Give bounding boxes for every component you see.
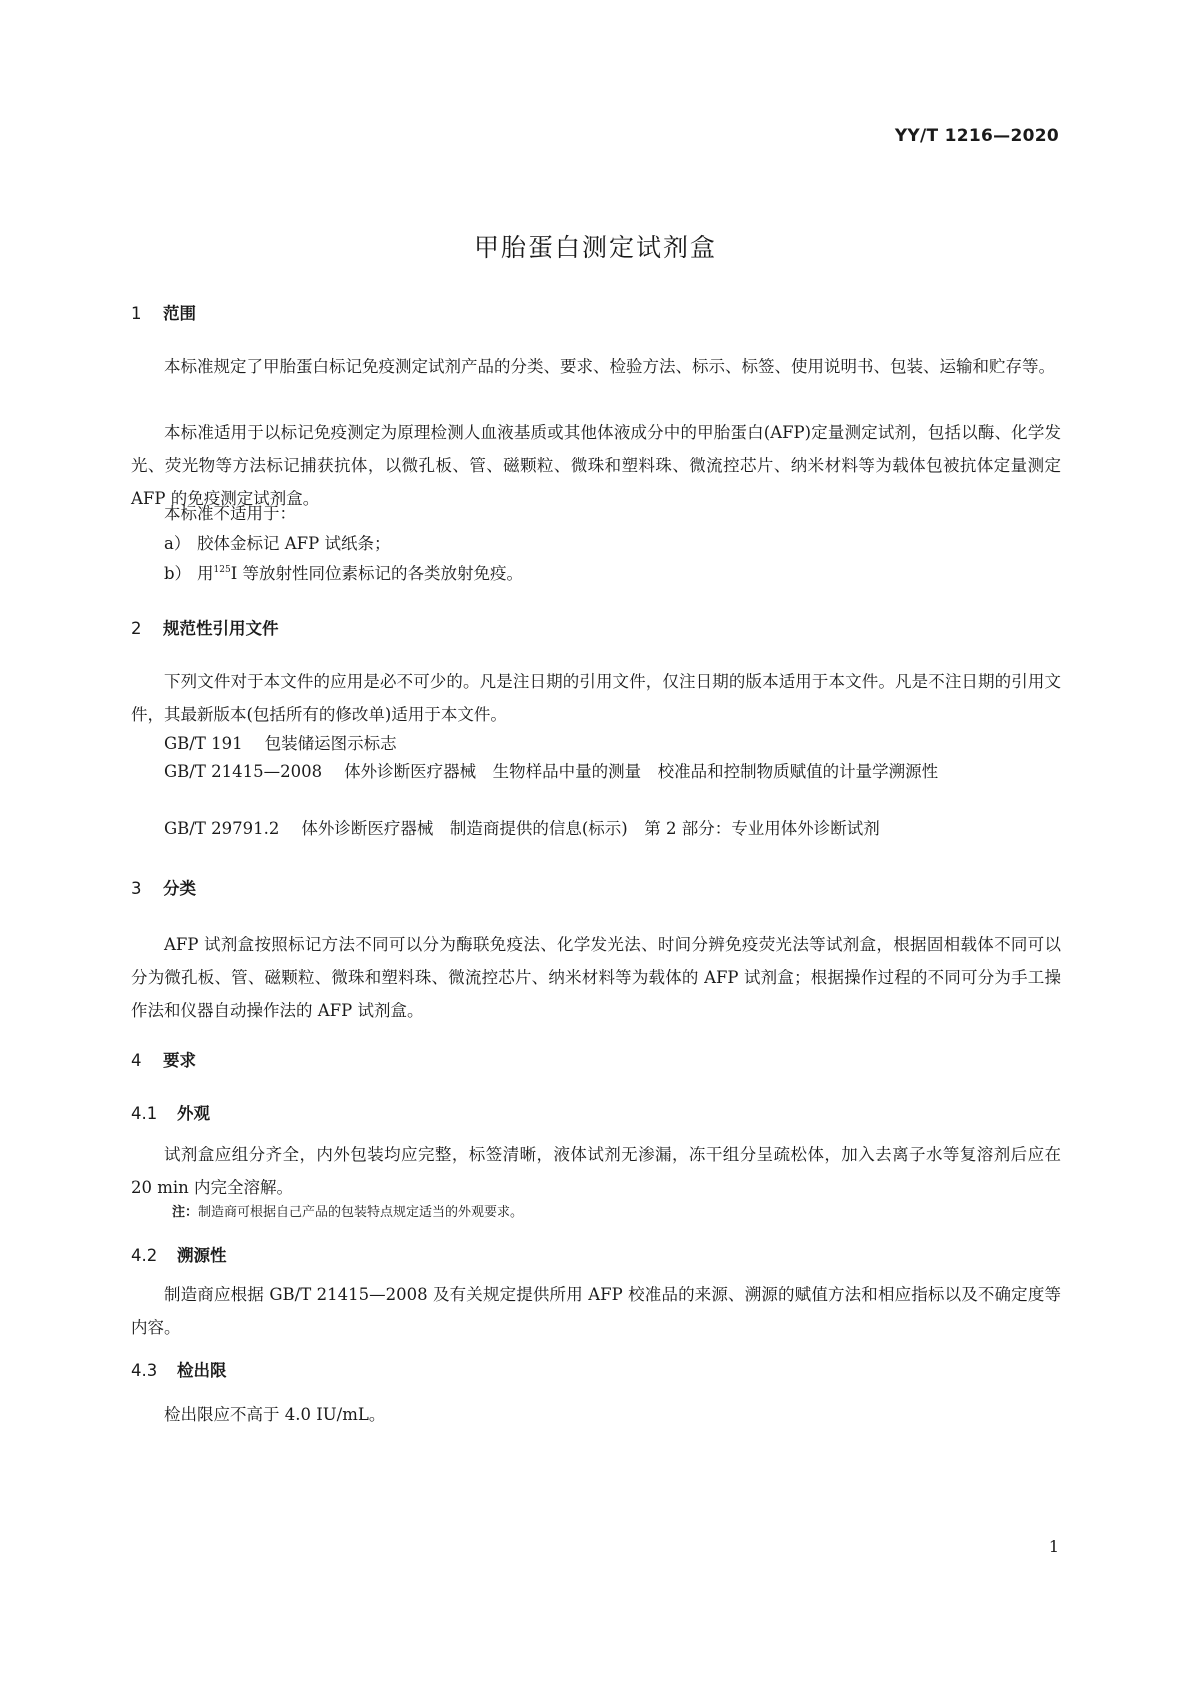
reference-entry [131,812,1061,845]
list-item-b [164,560,1094,584]
scope-paragraph-3: 本标准不适用于： [164,504,296,523]
section-title: 规范性引用文件 [163,619,279,638]
detection-limit-paragraph: 检出限应不高于 4.0 IU/mL。 [164,1405,386,1424]
section-number: 4 [131,1051,142,1070]
list-text: I 等放射性同位素标记的各类放射免疫。 [230,564,523,583]
section-number: 3 [131,879,142,898]
section-4-3-heading [131,1357,227,1381]
section-4-2-heading [131,1242,227,1266]
scope-paragraph-1: 本标准规定了甲胎蛋白标记免疫测定试剂产品的分类、要求、检验方法、标示、标签、使用说明书、包装、运输和贮存等。 [164,357,1055,376]
section-title: 检出限 [177,1361,227,1380]
section-2-heading [131,615,279,639]
reference-title: 包装储运图示标志 [264,734,397,753]
list-label: b） [164,564,192,583]
section-number: 4.2 [131,1246,158,1265]
note-label: 注： [172,1205,199,1220]
section-4-heading [131,1047,196,1071]
isotope-superscript: 125 [213,565,231,575]
reference-code: GB/T 21415—2008 [164,762,323,781]
reference-code: GB/T 191 [164,734,243,753]
note-text: 制造商可根据自己产品的包装特点规定适当的外观要求。 [198,1205,524,1220]
section-3-heading [131,875,196,899]
section-title: 溯源性 [177,1246,227,1265]
section-1-heading [131,300,196,324]
page-number: 1 [1048,1537,1059,1556]
section-number: 2 [131,619,142,638]
classification-paragraph: AFP 试剂盒按照标记方法不同可以分为酶联免疫法、化学发光法、时间分辨免疫荧光法等试剂盒，根据固相载体不同可以分为微孔板、管、磁颗粒、微珠和塑料珠、微流控芯片、纳米材料等为载体的 AFP 试剂盒；根据操作过程的不同可分为手工操作法和仪器自动操作法的 AFP 试剂盒。 [131,935,1061,1020]
list-text-prefix: 用 [197,564,214,583]
list-item-a [164,530,1094,554]
section-title: 分类 [163,879,196,898]
appearance-paragraph: 试剂盒应组分齐全，内外包装均应完整，标签清晰，液体试剂无渗漏，冻干组分呈疏松体，加入去离子水等复溶剂后应在 20 min 内完全溶解。 [131,1145,1061,1197]
reference-title: 体外诊断医疗器械 生物样品中量的测量 校准品和控制物质赋值的计量学溯源性 [344,762,939,781]
section-title: 范围 [163,304,196,323]
section-title: 要求 [163,1051,196,1070]
list-text: 胶体金标记 AFP 试纸条； [197,534,391,553]
reference-entry [131,755,1061,788]
section-number: 4.1 [131,1104,158,1123]
reference-code: GB/T 29791.2 [164,819,280,838]
references-intro: 下列文件对于本文件的应用是必不可少的。凡是注日期的引用文件，仅注日期的版本适用于本文件。凡是不注日期的引用文件，其最新版本(包括所有的修改单)适用于本文件。 [131,672,1061,724]
standard-code: YY/T 1216—2020 [894,126,1059,146]
section-number: 1 [131,304,142,323]
scope-paragraph-2: 本标准适用于以标记免疫测定为原理检测人血液基质或其他体液成分中的甲胎蛋白(AFP)定量测定试剂，包括以酶、化学发光、荧光物等方法标记捕获抗体，以微孔板、管、磁颗粒、微珠和塑料珠、微流控芯片、纳米材料等为载体包被抗体定量测定 AFP 的免疫测定试剂盒。 [131,423,1061,508]
list-label: a） [164,534,191,553]
section-4-1-heading [131,1100,210,1124]
document-title: 甲胎蛋白测定试剂盒 [473,233,717,262]
section-number: 4.3 [131,1361,158,1380]
appearance-note [172,1201,523,1220]
section-title: 外观 [177,1104,210,1123]
traceability-paragraph: 制造商应根据 GB/T 21415—2008 及有关规定提供所用 AFP 校准品的来源、溯源的赋值方法和相应指标以及不确定度等内容。 [131,1285,1061,1337]
reference-title: 体外诊断医疗器械 制造商提供的信息(标示) 第 2 部分：专业用体外诊断试剂 [301,819,880,838]
